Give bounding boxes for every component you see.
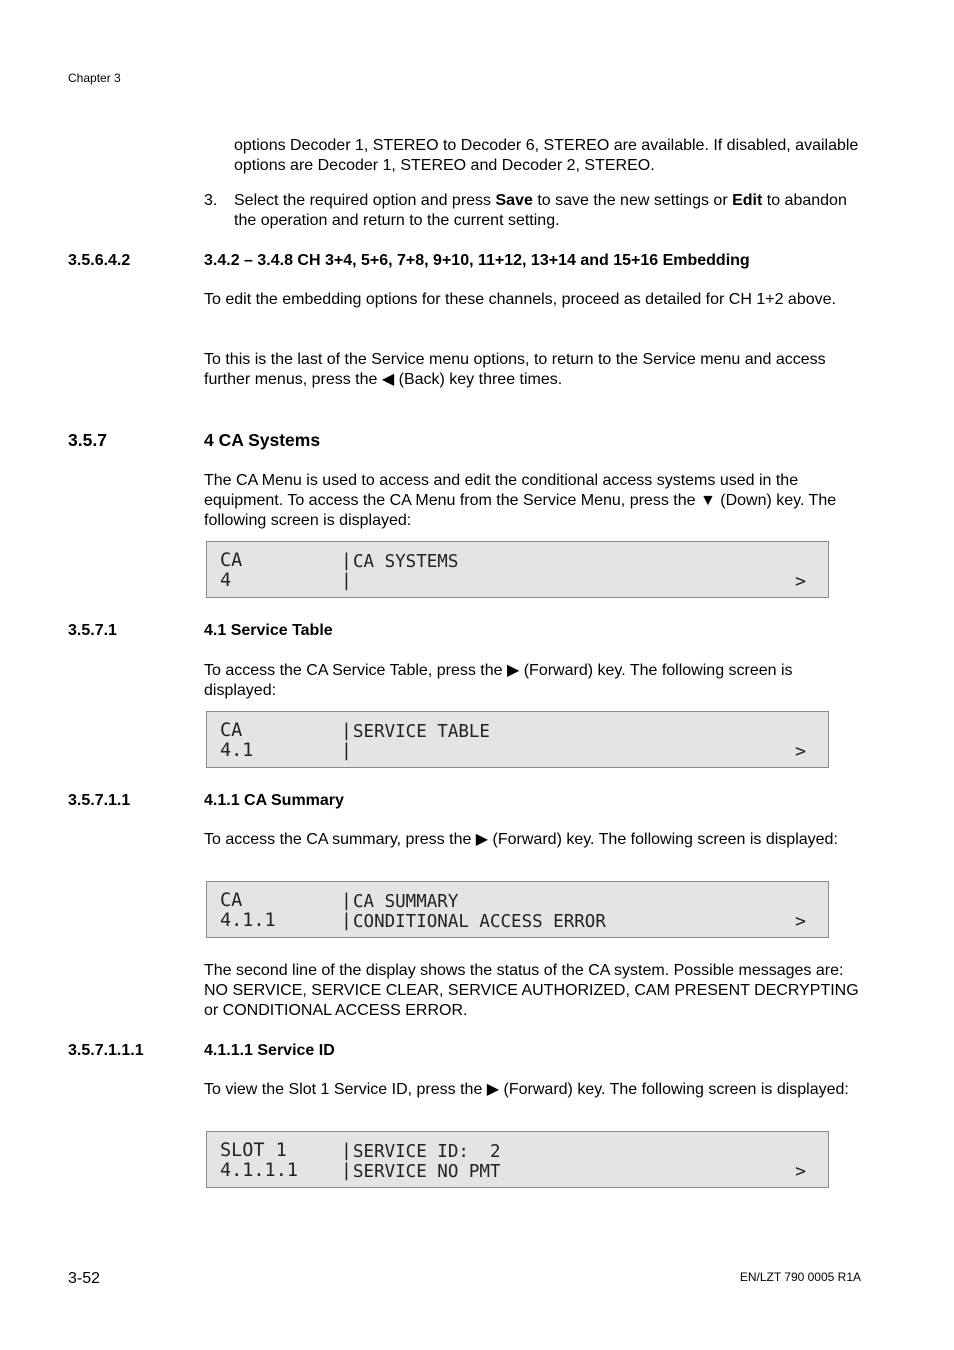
lcd-line-2: CONDITIONAL ACCESS ERROR (353, 912, 606, 932)
lcd-display-ca-systems (206, 541, 829, 598)
lcd-line-1: SERVICE TABLE (353, 722, 490, 742)
lcd-separator: | (341, 910, 352, 931)
lcd-menu-label: SLOT 1 (220, 1140, 287, 1161)
section-number: 3.5.7.1 (68, 622, 117, 639)
step-number: 3. (204, 192, 218, 209)
paragraph: To this is the last of the Service menu options, to return to the Service menu and access further menus, press the ◀ (Back) key three times. (204, 351, 826, 389)
section-title: 4 CA Systems (204, 430, 321, 450)
lcd-menu-number: 4 (220, 570, 232, 591)
lcd-display-service-table (206, 711, 829, 768)
lcd-separator: | (341, 1140, 352, 1161)
lcd-line-2: SERVICE NO PMT (353, 1162, 501, 1182)
lcd-separator: | (341, 1160, 352, 1181)
lcd-forward-arrow-icon: > (795, 1161, 806, 1182)
paragraph: To view the Slot 1 Service ID, press the ▶ (Forward) key. The following screen is displayed: (204, 1081, 849, 1098)
lcd-separator: | (341, 570, 352, 591)
save-key-label: Save (495, 192, 533, 209)
lcd-forward-arrow-icon: > (795, 571, 806, 592)
paragraph: To access the CA Service Table, press the ▶ (Forward) key. The following screen is displayed: (204, 662, 793, 700)
lcd-separator: | (341, 550, 352, 571)
lcd-line-1: CA SUMMARY (353, 892, 459, 912)
lcd-line-1: CA SYSTEMS (353, 552, 459, 572)
lcd-menu-number: 4.1.1.1 (220, 1160, 298, 1181)
intro-paragraph: options Decoder 1, STEREO to Decoder 6, STEREO are available. If disabled, available options are Decoder 1, STEREO and Decoder 2, STEREO. (234, 137, 859, 175)
document-reference: EN/LZT 790 0005 R1A (739, 1270, 861, 1284)
lcd-menu-number: 4.1.1 (220, 910, 276, 931)
paragraph: To access the CA summary, press the ▶ (Forward) key. The following screen is displayed: (204, 831, 838, 848)
section-number: 3.5.7 (68, 430, 107, 450)
lcd-forward-arrow-icon: > (795, 911, 806, 932)
section-title: 4.1.1 CA Summary (204, 792, 344, 809)
lcd-forward-arrow-icon: > (795, 741, 806, 762)
section-title: 4.1 Service Table (204, 622, 333, 639)
paragraph: The CA Menu is used to access and edit the conditional access systems used in the equipment. To access the CA Menu from the Service Menu, press the ▼ (Down) key. The following screen is displayed: (204, 472, 837, 530)
paragraph: The second line of the display shows the status of the CA system. Possible messages are: NO SERVICE, SERVICE CLEAR, SERVICE AUTHORIZED, CAM PRESENT DECRYPTING or CONDITIONAL ACCESS ERROR. (204, 962, 859, 1020)
section-number: 3.5.7.1.1 (68, 792, 131, 809)
edit-key-label: Edit (732, 192, 763, 209)
lcd-menu-label: CA (220, 890, 243, 911)
lcd-separator: | (341, 720, 352, 741)
lcd-separator: | (341, 890, 352, 911)
step-3-text: Select the required option and press Save to save the new settings or Edit to abandon the operation and return to the current setting. (234, 192, 847, 230)
section-title: 3.4.2 – 3.4.8 CH 3+4, 5+6, 7+8, 9+10, 11+12, 13+14 and 15+16 Embedding (204, 252, 750, 269)
page-number: 3-52 (68, 1270, 101, 1287)
lcd-display-ca-summary (206, 881, 829, 938)
lcd-menu-number: 4.1 (220, 740, 254, 761)
lcd-menu-label: CA (220, 550, 243, 571)
lcd-line-1: SERVICE ID: 2 (353, 1142, 501, 1162)
section-number: 3.5.6.4.2 (68, 252, 131, 269)
paragraph: To edit the embedding options for these channels, proceed as detailed for CH 1+2 above. (204, 291, 836, 308)
section-title: 4.1.1.1 Service ID (204, 1042, 335, 1059)
lcd-display-service-id (206, 1131, 829, 1188)
lcd-menu-label: CA (220, 720, 243, 741)
section-number: 3.5.7.1.1.1 (68, 1042, 144, 1059)
lcd-separator: | (341, 740, 352, 761)
chapter-header: Chapter 3 (68, 71, 121, 85)
